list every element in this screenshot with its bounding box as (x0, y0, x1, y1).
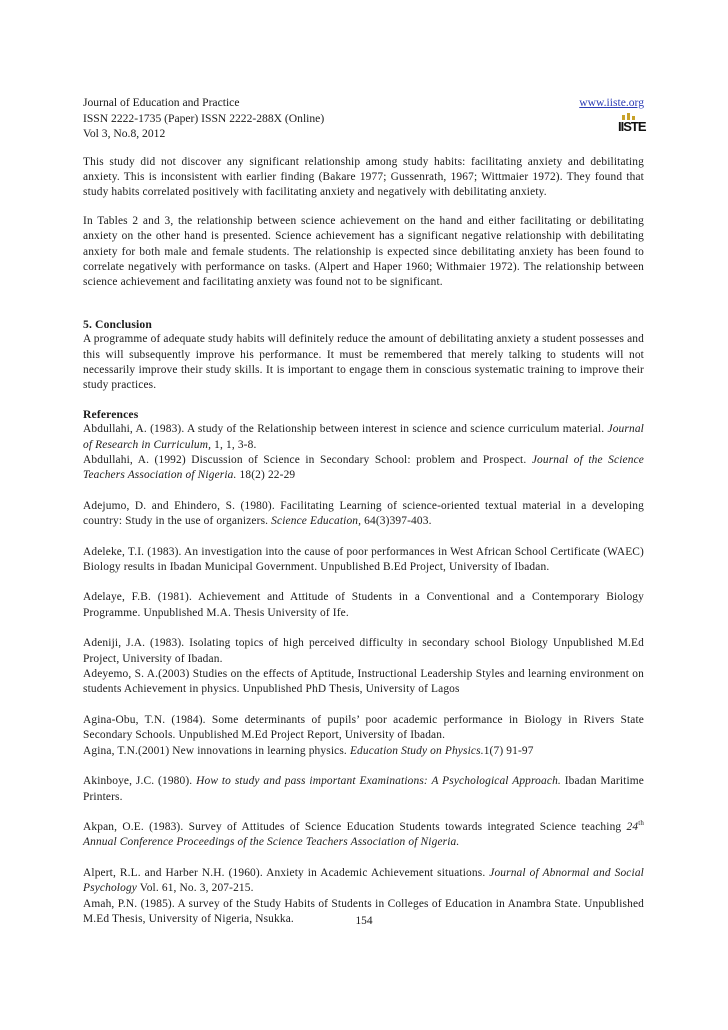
reference-item: Adeyemo, S. A.(2003) Studies on the effects of Aptitude, Instructional Leadership Styles and learning environment on students Achievement in physics. Unpublished PhD Thesis, University of Lagos (83, 668, 644, 696)
issn-line: ISSN 2222-1735 (Paper) ISSN 2222-288X (Online) (83, 111, 325, 125)
reference-item: Adeleke, T.I. (1983). An investigation into the cause of poor performances in West African School Certificate (WAEC) Biology results in Ibadan Municipal Government. Unpublished B.Ed Project, University of Ibadan. (83, 545, 644, 574)
journal-url-link[interactable]: www.iiste.org (579, 96, 644, 109)
page-number: 154 (355, 915, 373, 927)
reference-item: Agina, T.N.(2001) New innovations in learning physics. Education Study on Physics.1(7) 91-97 (83, 744, 534, 757)
reference-item: Adeniji, J.A. (1983). Isolating topics of high perceived difficulty in secondary school Biology Unpublished M.Ed Project, University of Ibadan. (83, 637, 644, 665)
reference-item: Akinboye, J.C. (1980). How to study and pass important Examinations: A Psychological Approach. Ibadan Maritime Printers. (83, 775, 644, 803)
section-heading: 5. Conclusion (83, 317, 152, 331)
running-header (83, 95, 644, 142)
conclusion-paragraph: A programme of adequate study habits will definitely reduce the amount of debilitating anxiety a student possesses and this will subsequently improve his performance. It must be remembered that merely talking to students will not necessarily improve their study skills. It is important to engage them in conscious systematic training to improve their study practices. (83, 333, 644, 392)
reference-item: Alpert, R.L. and Harber N.H. (1960). Anxiety in Academic Achievement situations. Journal of Abnormal and Social Psychology Vol. 61, No. 3, 207-215. (83, 866, 644, 895)
iiste-logo (618, 113, 646, 135)
reference-item: Abdullahi, A. (1992) Discussion of Science in Secondary School: problem and Prospect. Journal of the Science Teachers Association of Nigeria. 18(2) 22-29 (83, 454, 644, 482)
volume-line: Vol 3, No.8, 2012 (83, 127, 166, 140)
reference-item: Adejumo, D. and Ehindero, S. (1980). Facilitating Learning of science-oriented textual material in a developing country: Study in the use of organizers. Science Education, 64(3)397-403. (83, 499, 644, 528)
reference-item: Akpan, O.E. (1983). Survey of Attitudes of Science Education Students towards integrated Science teaching 24th Annual Conference Proceedings of the Science Teachers Association of Nigeria. (83, 818, 644, 849)
page-content (83, 95, 644, 927)
reference-item: Abdullahi, A. (1983). A study of the Relationship between interest in science and science curriculum material. Journal of Research in Curriculum, 1, 1, 3-8. (83, 423, 644, 451)
body-paragraph: This study did not discover any significant relationship among study habits: facilitating anxiety and debilitating anxiety. This is inconsistent with earlier finding (Bakare 1977; Gussenrath, 1967; Wittmaier 1972). They found that study habits correlated positively with facilitating anxiety and negatively with debilitating anxiety. (83, 155, 644, 199)
reference-list (83, 422, 644, 927)
references-heading: References (83, 407, 139, 421)
reference-item: Adelaye, F.B. (1981). Achievement and Attitude of Students in a Conventional and a Contemporary Biology Programme. Unpublished M.A. Thesis University of Ife. (83, 591, 644, 619)
journal-name: Journal of Education and Practice (83, 96, 240, 109)
reference-item: Amah, P.N. (1985). A survey of the Study Habits of Students in Colleges of Education in Anambra State. Unpublished M.Ed Thesis, University of Nigeria, Nsukka. (83, 897, 644, 925)
logo-text: IISTE (618, 119, 646, 134)
reference-item: Agina-Obu, T.N. (1984). Some determinants of pupils’ poor academic performance in Biology in Rivers State Secondary Schools. Unpublished M.Ed Project Report, University of Ibadan. (83, 713, 644, 742)
body-paragraph: In Tables 2 and 3, the relationship between science achievement on the hand and either facilitating or debilitating anxiety on the other hand is presented. Science achievement has a significant negative relationship with debilitating anxiety for both male and female students. The relationship is expected since debilitating anxiety has been found to correlate negatively with performance on tasks. (Alpert and Haper 1960; Withmaier 1972). The relationship between science achievement and facilitating anxiety was found not to be significant. (83, 214, 644, 289)
